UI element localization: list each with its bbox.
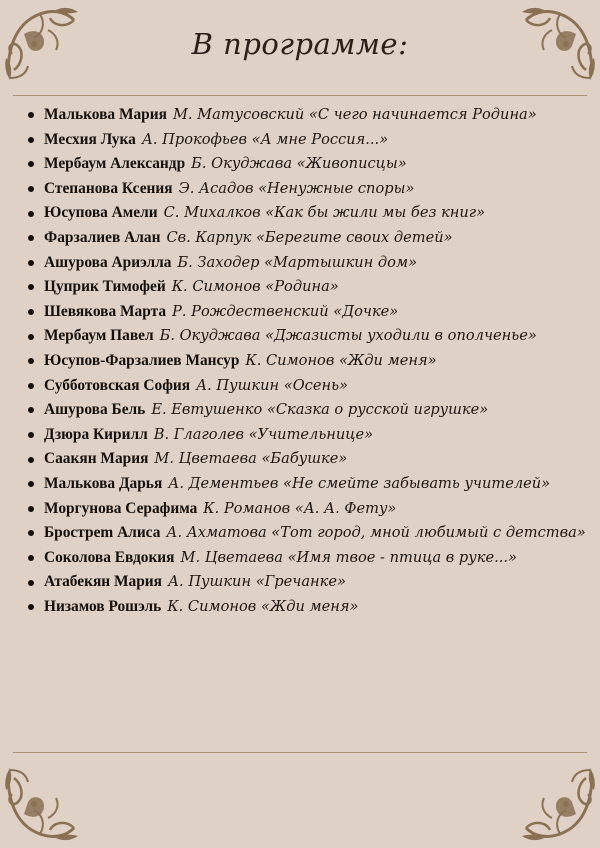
performer-name: Бростреm Алиса — [44, 524, 161, 542]
work-title: А. Прокофьев «А мне Россия...» — [141, 130, 389, 148]
work-title: К. Симонов «Жди меня» — [167, 597, 359, 615]
work-title: К. Симонов «Жди меня» — [245, 351, 437, 369]
performer-name: Цуприк Тимофей — [44, 278, 166, 296]
performer-name: Мербаум Павел — [44, 327, 154, 345]
programme-item — [28, 546, 586, 571]
bullet-icon — [28, 383, 34, 389]
performer-name: Атабекян Мария — [44, 573, 162, 591]
work-title: А. Пушкин «Осень» — [196, 376, 348, 394]
programme-item — [28, 275, 586, 300]
work-title: Б. Окуджава «Джазисты уходили в ополченье» — [159, 327, 537, 345]
performer-name: Юсупова Амели — [44, 204, 158, 222]
bullet-icon — [28, 211, 34, 217]
bullet-icon — [28, 284, 34, 290]
programme-item — [28, 570, 586, 595]
work-title: Р. Рождественский «Дочке» — [172, 302, 399, 320]
programme-item — [28, 349, 586, 374]
bullet-icon — [28, 506, 34, 512]
performer-name: Субботовская София — [44, 376, 191, 394]
work-title: Б. Окуджава «Живописцы» — [191, 155, 407, 173]
programme-item — [28, 374, 586, 399]
performer-name: Ашурова Ариэлла — [44, 253, 172, 271]
programme-item — [28, 251, 586, 276]
corner-ornament-bottom-left — [4, 766, 82, 844]
bullet-icon — [28, 604, 34, 610]
page-title: В программе: — [191, 27, 409, 61]
programme-item — [28, 423, 586, 448]
programme-item — [28, 152, 586, 177]
corner-ornament-bottom-right — [518, 766, 596, 844]
bullet-icon — [28, 407, 34, 413]
programme-item — [28, 201, 586, 226]
performer-name: Дзюра Кирилл — [44, 425, 148, 443]
work-title: А. Ахматова «Тот город, мной любимый с детства» — [166, 524, 586, 542]
programme-item — [28, 128, 586, 153]
work-title: В. Глаголев «Учительнице» — [153, 425, 374, 443]
work-title: Св. Карпук «Берегите своих детей» — [166, 228, 453, 246]
performer-name: Низамов Рошэль — [44, 597, 162, 615]
work-title: М. Матусовский «С чего начинается Родина» — [172, 106, 537, 123]
work-title: С. Михалков «Как бы жили мы без книг» — [163, 204, 486, 222]
programme-item — [28, 595, 586, 620]
programme-item — [28, 103, 586, 128]
programme-item — [28, 472, 586, 497]
bullet-icon — [28, 137, 34, 143]
work-title: Э. Асадов «Ненужные споры» — [178, 179, 415, 197]
performer-name: Соколова Евдокия — [44, 548, 175, 566]
programme-item — [28, 300, 586, 325]
programme-item — [28, 521, 586, 546]
performer-name: Шевякова Марта — [44, 302, 167, 320]
bullet-icon — [28, 186, 34, 192]
bullet-icon — [28, 457, 34, 463]
work-title: М. Цветаева «Бабушке» — [154, 450, 348, 468]
bullet-icon — [28, 309, 34, 315]
performer-name: Фарзалиев Алан — [44, 228, 161, 246]
frame-top-rule — [13, 95, 587, 96]
bullet-icon — [28, 235, 34, 241]
bullet-icon — [28, 555, 34, 561]
work-title: А. Пушкин «Гречанке» — [168, 573, 346, 591]
work-title: М. Цветаева «Имя твое - птица в руке...» — [180, 548, 517, 566]
work-title: Е. Евтушенко «Сказка о русской игрушке» — [151, 401, 489, 419]
work-title: К. Симонов «Родина» — [171, 278, 339, 296]
work-title: К. Романов «А. А. Фету» — [203, 499, 397, 517]
programme-item — [28, 398, 586, 423]
programme-list — [28, 103, 586, 619]
programme-item — [28, 177, 586, 202]
bullet-icon — [28, 358, 34, 364]
bullet-icon — [28, 580, 34, 586]
bullet-icon — [28, 161, 34, 167]
performer-name: Саакян Мария — [44, 450, 149, 468]
performer-name: Месхия Лука — [44, 130, 136, 148]
performer-name: Мербаум Александр — [44, 155, 186, 173]
bullet-icon — [28, 432, 34, 438]
bullet-icon — [28, 530, 34, 536]
performer-name: Моргунова Серафима — [44, 499, 198, 517]
performer-name: Ашурова Бель — [44, 401, 146, 419]
programme-item — [28, 497, 586, 522]
work-title: Б. Заходер «Мартышкин дом» — [177, 253, 417, 271]
programme-item — [28, 447, 586, 472]
work-title: А. Дементьев «Не смейте забывать учителей» — [168, 474, 551, 492]
bullet-icon — [28, 260, 34, 266]
performer-name: Малькова Мария — [44, 106, 167, 123]
frame-bottom-rule — [13, 752, 587, 753]
performer-name: Юсупов-Фарзалиев Мансур — [44, 351, 240, 369]
programme-item — [28, 324, 586, 349]
bullet-icon — [28, 334, 34, 340]
bullet-icon — [28, 481, 34, 487]
performer-name: Малькова Дарья — [44, 474, 163, 492]
bullet-icon — [28, 112, 34, 118]
programme-item — [28, 226, 586, 251]
performer-name: Степанова Ксения — [44, 179, 173, 197]
